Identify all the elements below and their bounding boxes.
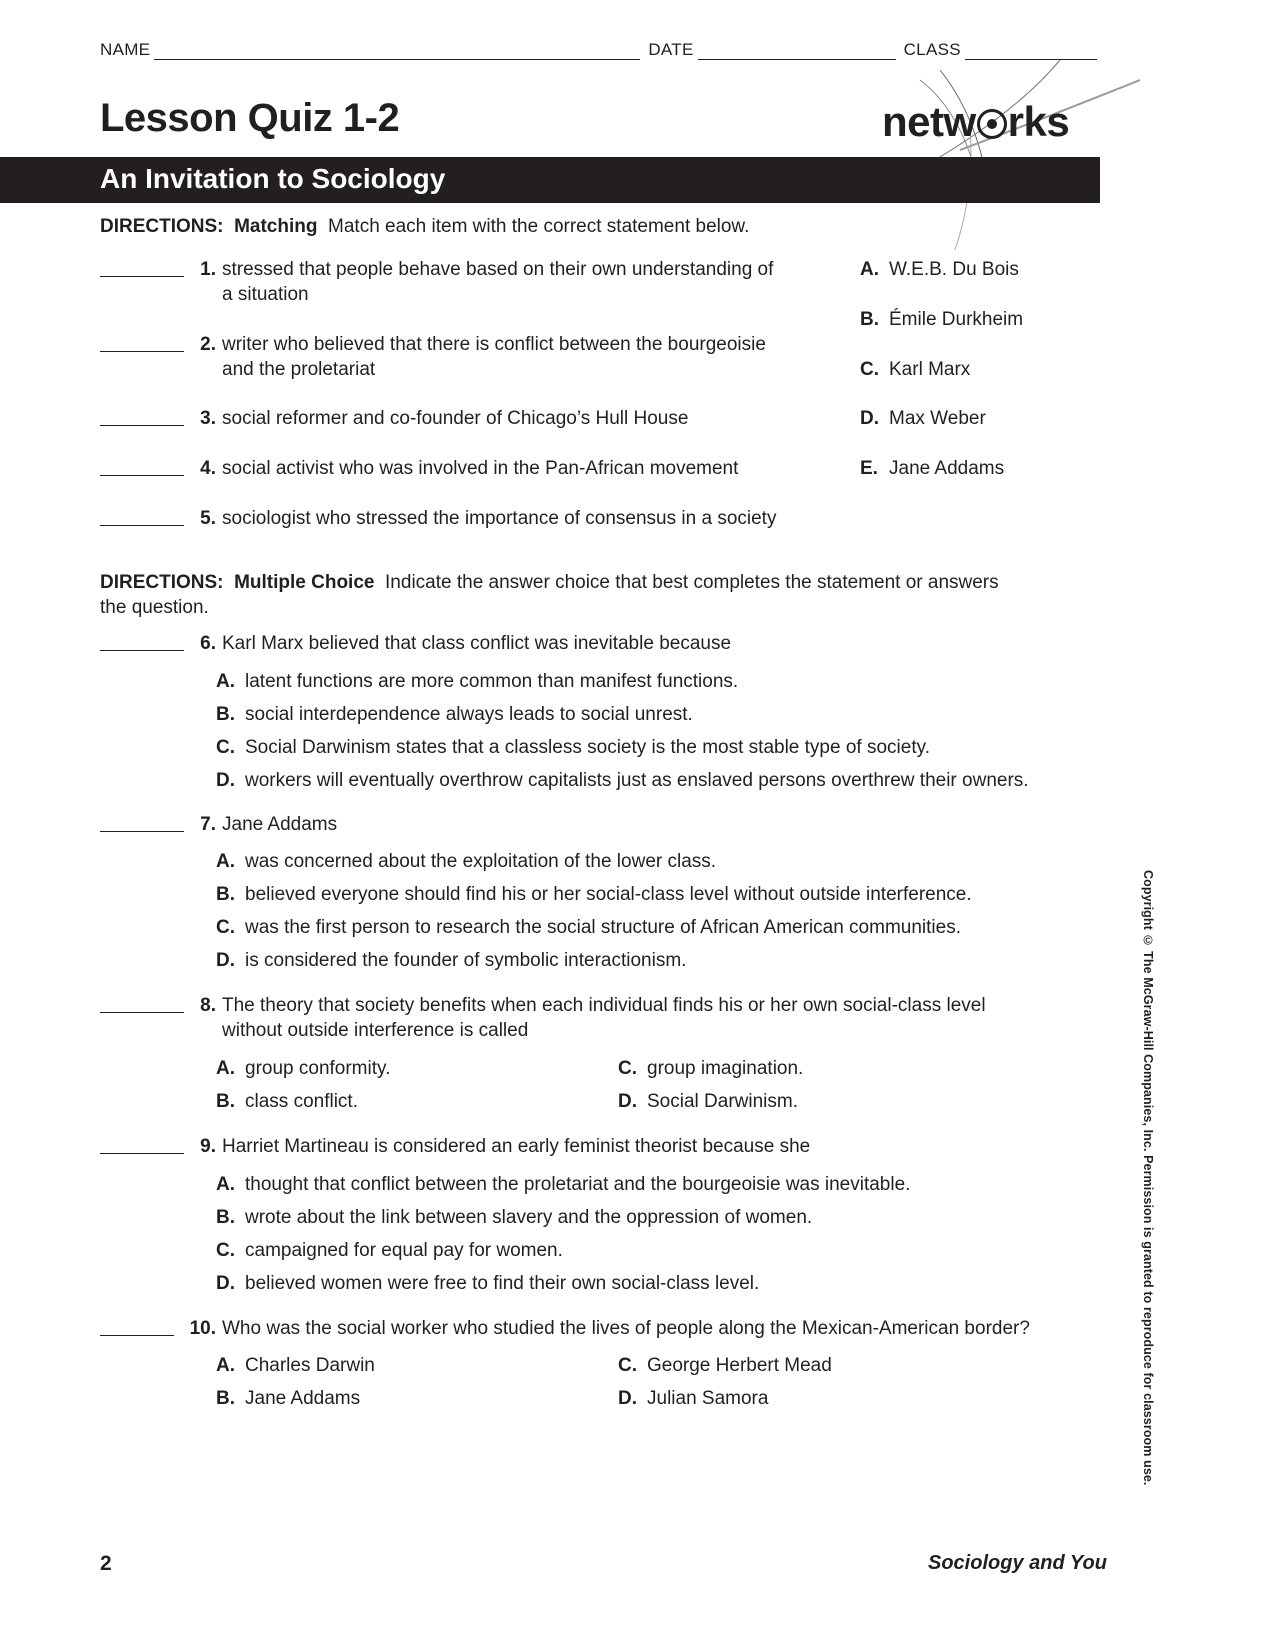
book-title: Sociology and You (928, 1552, 1107, 1574)
choice-letter: C. (216, 917, 235, 938)
matching-option (860, 406, 986, 431)
choice-letter: D. (618, 1091, 637, 1112)
class-field[interactable] (965, 41, 1097, 60)
answer-blank[interactable] (100, 993, 184, 1013)
choice-text: was concerned about the exploitation of the lower class. (245, 851, 717, 872)
subtitle: An Invitation to Sociology (100, 163, 446, 194)
choice-letter: C. (216, 737, 235, 758)
choice-text: latent functions are more common than manifest functions. (245, 671, 739, 692)
directions-text: Match each item with the correct statement below. (328, 216, 750, 237)
question-text: The theory that society benefits when each individual finds his or her own social-class level without outside interference is called (222, 995, 986, 1041)
answer-choice (216, 768, 1029, 793)
choice-letter: B. (216, 884, 235, 905)
choice-text: Social Darwinism. (647, 1091, 798, 1112)
name-field[interactable] (154, 41, 640, 60)
answer-choice (618, 1056, 803, 1081)
answer-choice (216, 948, 686, 973)
choice-letter: C. (618, 1355, 637, 1376)
choice-text: group imagination. (647, 1058, 804, 1079)
answer-blank[interactable] (100, 1134, 184, 1154)
item-number: 5. (200, 508, 216, 529)
option-letter: B. (860, 309, 879, 330)
logo-text-prefix: netw (882, 98, 976, 145)
section-type: Multiple Choice (234, 572, 375, 593)
answer-choice (216, 849, 716, 874)
choice-letter: A. (216, 1355, 235, 1376)
matching-item (100, 406, 688, 431)
choice-letter: D. (216, 950, 235, 971)
choice-text: Social Darwinism states that a classless society is the most stable type of society. (245, 737, 930, 758)
matching-option (860, 357, 970, 382)
choice-letter: B. (216, 1091, 235, 1112)
choice-letter: A. (216, 851, 235, 872)
item-text: social reformer and co-founder of Chicago’s Hull House (222, 408, 689, 429)
choice-letter: C. (216, 1240, 235, 1261)
choice-letter: D. (216, 770, 235, 791)
answer-blank[interactable] (100, 506, 184, 526)
answer-choice (216, 882, 972, 907)
choice-text: thought that conflict between the proletariat and the bourgeoisie was inevitable. (245, 1174, 911, 1195)
matching-item (100, 332, 802, 382)
answer-choice (216, 1353, 375, 1378)
choice-text: Charles Darwin (245, 1355, 375, 1376)
option-text: Karl Marx (889, 359, 971, 380)
answer-blank[interactable] (100, 456, 184, 476)
choice-letter: B. (216, 704, 235, 725)
matching-directions (100, 216, 749, 238)
answer-blank[interactable] (100, 631, 184, 651)
choice-letter: A. (216, 1058, 235, 1079)
answer-choice (216, 702, 693, 727)
answer-blank[interactable] (100, 406, 184, 426)
matching-item (100, 456, 738, 481)
answer-choice (216, 1238, 563, 1263)
directions-label: DIRECTIONS: (100, 572, 224, 593)
choice-letter: D. (618, 1388, 637, 1409)
answer-blank[interactable] (100, 257, 184, 277)
networks-logo (882, 98, 1069, 146)
answer-choice (216, 1172, 910, 1197)
question-number: 8. (200, 995, 216, 1016)
choice-text: George Herbert Mead (647, 1355, 832, 1376)
directions-label: DIRECTIONS: (100, 216, 224, 237)
choice-text: group conformity. (245, 1058, 391, 1079)
answer-choice (216, 1056, 390, 1081)
item-number: 4. (200, 458, 216, 479)
date-label: DATE (648, 40, 694, 59)
target-icon (977, 109, 1007, 139)
answer-blank[interactable] (100, 1316, 174, 1336)
header-fields (100, 40, 1097, 60)
directions-text-cont: the question. (100, 597, 209, 618)
question-text: Who was the social worker who studied the lives of people along the Mexican-American border? (222, 1318, 1030, 1339)
choice-text: was the first person to research the social structure of African American communities. (245, 917, 961, 938)
question (100, 812, 337, 837)
choice-letter: C. (618, 1058, 637, 1079)
choice-text: workers will eventually overthrow capitalists just as enslaved persons overthrew their owners. (245, 770, 1029, 791)
item-text: social activist who was involved in the Pan-African movement (222, 458, 739, 479)
logo-decoration (860, 60, 1140, 250)
question-number: 6. (200, 633, 216, 654)
choice-text: class conflict. (245, 1091, 358, 1112)
choice-letter: B. (216, 1388, 235, 1409)
matching-option (860, 307, 1023, 332)
logo-text-suffix: rks (1007, 98, 1070, 145)
question-number: 9. (200, 1136, 216, 1157)
answer-choice (618, 1353, 832, 1378)
answer-choice (216, 915, 961, 940)
option-letter: E. (860, 458, 878, 479)
answer-choice (618, 1089, 798, 1114)
item-text: stressed that people behave based on their own understanding of a situation (222, 259, 774, 305)
section-type: Matching (234, 216, 318, 237)
option-letter: D. (860, 408, 879, 429)
name-label: NAME (100, 40, 151, 59)
question-number: 7. (200, 814, 216, 835)
page-title: Lesson Quiz 1-2 (100, 96, 400, 140)
choice-text: is considered the founder of symbolic interactionism. (245, 950, 687, 971)
question (100, 993, 1022, 1043)
choice-text: Julian Samora (647, 1388, 769, 1409)
answer-choice (618, 1386, 768, 1411)
choice-letter: D. (216, 1273, 235, 1294)
item-number: 3. (200, 408, 216, 429)
choice-text: believed women were free to find their own social-class level. (245, 1273, 760, 1294)
directions-text: Indicate the answer choice that best completes the statement or answers (385, 572, 999, 593)
class-label: CLASS (903, 40, 961, 59)
answer-choice (216, 1089, 358, 1114)
question-text: Jane Addams (222, 814, 338, 835)
matching-option (860, 456, 1004, 481)
answer-choice (216, 735, 930, 760)
option-text: Émile Durkheim (889, 309, 1024, 330)
matching-option (860, 257, 1019, 282)
option-text: Jane Addams (889, 458, 1005, 479)
item-text: writer who believed that there is conflict between the bourgeoisie and the proletariat (222, 334, 766, 380)
item-number: 2. (200, 334, 216, 355)
matching-item (100, 257, 782, 307)
answer-choice (216, 1205, 812, 1230)
date-field[interactable] (698, 41, 896, 60)
question (100, 631, 731, 656)
question-text: Karl Marx believed that class conflict was inevitable because (222, 633, 732, 654)
answer-blank[interactable] (100, 332, 184, 352)
matching-item (100, 506, 776, 531)
multiple-choice-directions (100, 570, 999, 620)
option-letter: C. (860, 359, 879, 380)
choice-text: Jane Addams (245, 1388, 361, 1409)
choice-text: wrote about the link between slavery and the oppression of women. (245, 1207, 813, 1228)
choice-text: social interdependence always leads to social unrest. (245, 704, 693, 725)
question-number: 10. (189, 1318, 216, 1339)
choice-text: campaigned for equal pay for women. (245, 1240, 563, 1261)
choice-letter: B. (216, 1207, 235, 1228)
option-letter: A. (860, 259, 879, 280)
choice-text: believed everyone should find his or her social-class level without outside interference. (245, 884, 972, 905)
question (100, 1316, 1030, 1341)
option-text: W.E.B. Du Bois (889, 259, 1019, 280)
page-number: 2 (100, 1552, 112, 1575)
choice-letter: A. (216, 671, 235, 692)
copyright-notice: Copyright © The McGraw-Hill Companies, Inc. Permission is granted to reproduce for classroom use. (1141, 870, 1155, 1486)
answer-choice (216, 1271, 759, 1296)
option-text: Max Weber (889, 408, 986, 429)
answer-choice (216, 669, 738, 694)
choice-letter: A. (216, 1174, 235, 1195)
question (100, 1134, 810, 1159)
item-text: sociologist who stressed the importance of consensus in a society (222, 508, 777, 529)
question-text: Harriet Martineau is considered an early feminist theorist because she (222, 1136, 811, 1157)
item-number: 1. (200, 259, 216, 280)
answer-blank[interactable] (100, 812, 184, 832)
answer-choice (216, 1386, 360, 1411)
